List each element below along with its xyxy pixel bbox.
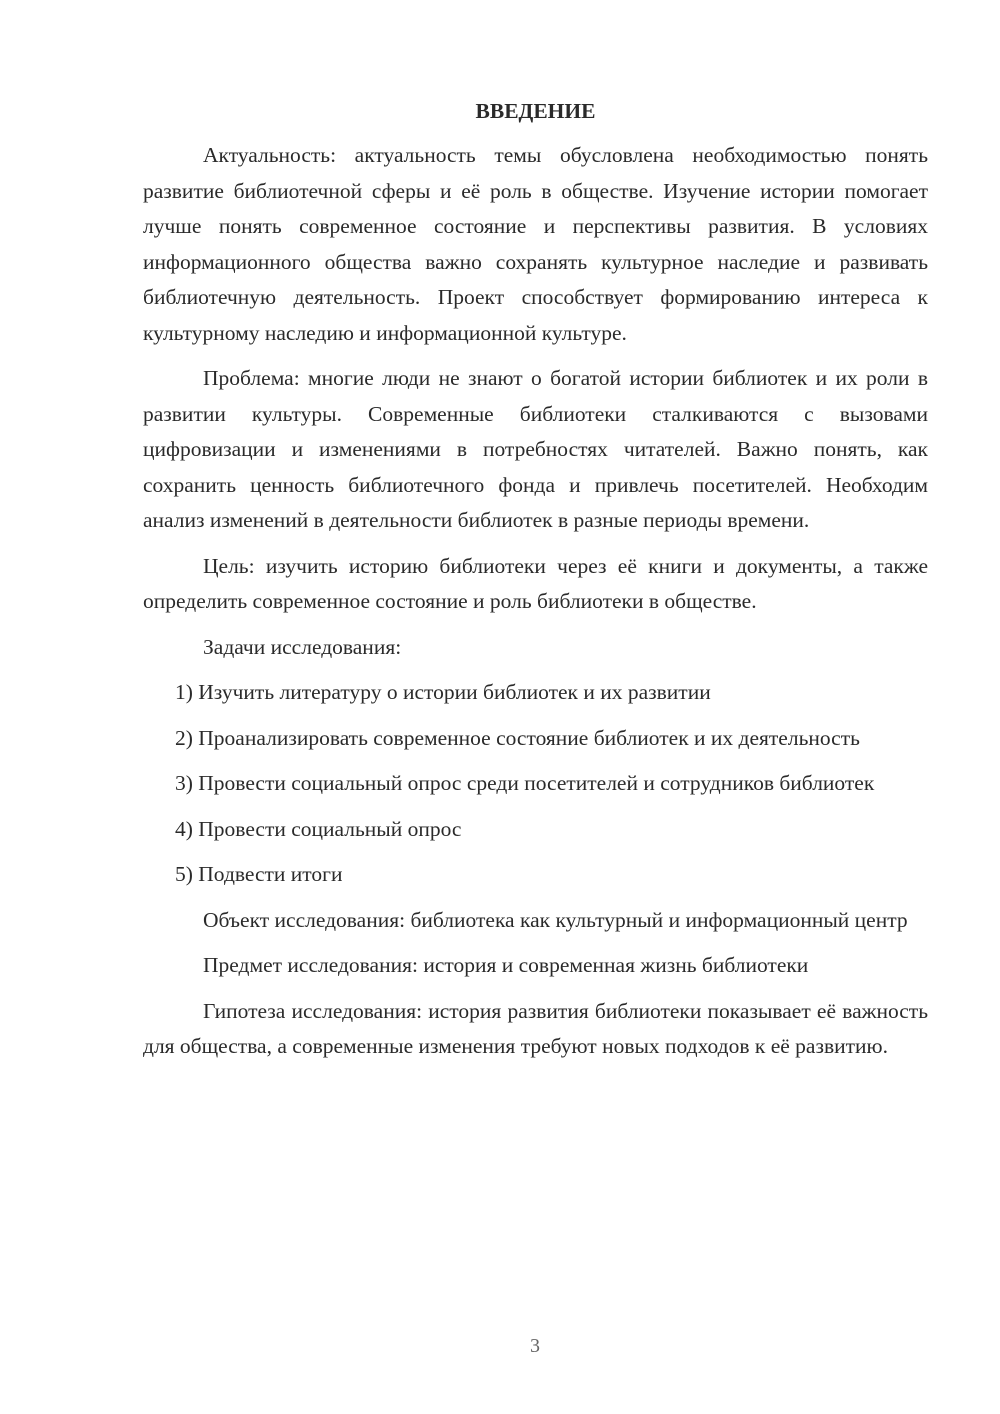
page-title: ВВЕДЕНИЕ [475,99,596,123]
problem-paragraph: Проблема: многие люди не знают о богатой истории библиотек и их роли в развитии культуры. Современные библиотеки сталкиваются с вызовами цифровизации и изменениями в потребностях читателей. Важно понять, как сохранить ценность библиотечного фонда и привлечь посетителей. Необходим анализ изменений в деятельности библиотек в разные периоды времени. [143,366,928,532]
tasks-heading: Задачи исследования: [203,634,402,659]
subject-paragraph: Предмет исследования: история и современная жизнь библиотеки [203,953,809,977]
hypothesis-paragraph: Гипотеза исследования: история развития библиотеки показывает её важность для общества, а современные изменения требуют новых подходов к её развитию. [143,998,928,1058]
task-item-5: 5) Подвести итоги [175,862,343,886]
document-page [143,96,928,1075]
relevance-paragraph: Актуальность: актуальность темы обусловлена необходимостью понять развитие библиотечной сферы и её роль в обществе. Изучение истории помогает лучше понять современное состояние и перспективы развития. В условиях информационного общества важно сохранять культурное наследие и развивать библиотечную деятельность. Проект способствует формированию интереса к культурному наследию и информационной культуре. [143,143,928,345]
page-number: 3 [530,1335,540,1357]
goal-paragraph: Цель: изучить историю библиотеки через её книги и документы, а также определить современное состояние и роль библиотеки в обществе. [143,553,928,613]
task-item-1: 1) Изучить литературу о истории библиотек и их развитии [175,680,711,704]
task-item-3: 3) Провести социальный опрос среди посетителей и сотрудников библиотек [175,771,875,795]
task-item-4: 4) Провести социальный опрос [175,816,462,841]
task-item-2: 2) Проанализировать современное состояние библиотек и их деятельность [175,725,860,750]
object-paragraph: Объект исследования: библиотека как культурный и информационный центр [203,907,908,932]
